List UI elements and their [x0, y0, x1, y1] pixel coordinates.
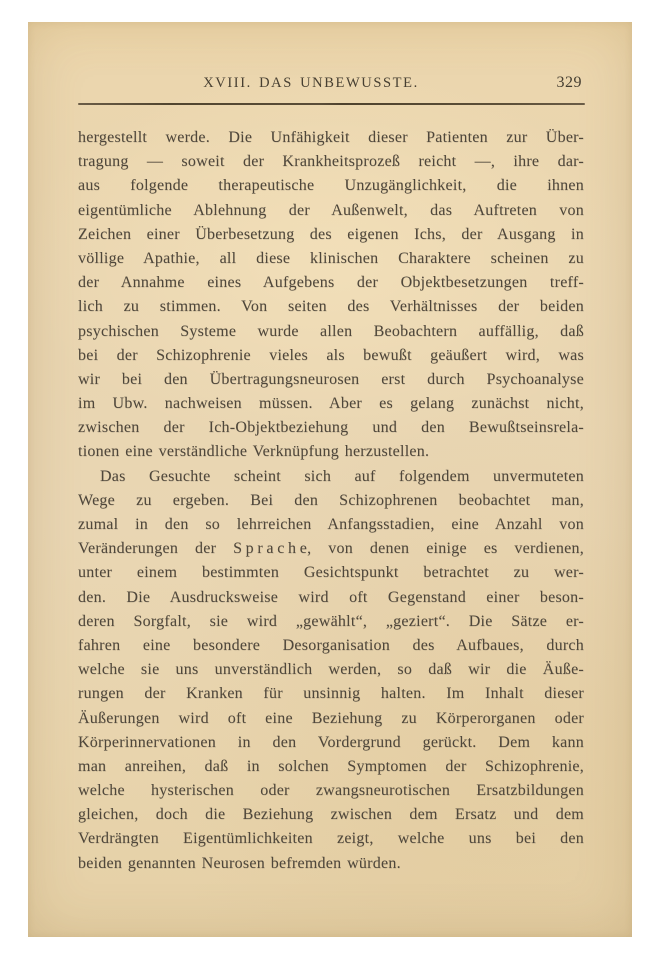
running-title: XVIII. DAS UNBEWUSSTE.: [203, 75, 419, 91]
page-header: [78, 75, 584, 97]
text-line: welche hysterischen oder zwangsneurotischen Ersatzbildungen: [78, 782, 584, 800]
text-line: Das Gesuchte scheint sich auf folgendem unvermuteten: [100, 467, 584, 485]
header-rule: [78, 103, 585, 105]
text-line: hergestellt werde. Die Unfähigkeit dieser Patienten zur Über-: [78, 129, 584, 146]
text-line: völlige Apathie, all diese klinischen Charaktere scheinen zu: [78, 249, 584, 267]
text-line: deren Sorgfalt, sie wird „gewählt“, „geziert“. Die Sätze er-: [78, 612, 584, 630]
text-line: den. Die Ausdrucksweise wird oft Gegenstand einer beson-: [78, 588, 584, 606]
text-line: der Annahme eines Aufgebens der Objektbesetzungen treff-: [78, 274, 584, 292]
text-line: wir bei den Übertragungsneurosen erst durch Psychoanalyse: [78, 370, 584, 388]
text-line: Veränderungen der S p r a c h e, von denen einige es verdienen,: [78, 540, 584, 558]
text-line: welche sie uns unverständlich werden, so daß wir die Äuße-: [78, 661, 584, 679]
text-line: beiden genannten Neurosen befremden würden.: [78, 854, 401, 872]
text-line: zwischen der Ich-Objektbeziehung und den Bewußtseinsrela-: [78, 419, 584, 437]
text-line: rungen der Kranken für unsinnig halten. Im Inhalt dieser: [78, 685, 584, 703]
text-line: im Ubw. nachweisen müssen. Aber es gelang zunächst nicht,: [78, 395, 584, 413]
text-line: Zeichen einer Überbesetzung des eigenen Ichs, der Ausgang in: [78, 225, 584, 243]
text-line: Wege zu ergeben. Bei den Schizophrenen beobachtet man,: [78, 491, 584, 509]
text-line: Äußerungen wird oft eine Beziehung zu Körperorganen oder: [78, 709, 584, 727]
text-line: psychischen Systeme wurde allen Beobachtern auffällig, daß: [78, 322, 584, 340]
text-line: aus folgende therapeutische Unzugänglichkeit, die ihnen: [78, 177, 584, 195]
text-line: zumal in den so lehrreichen Anfangsstadien, eine Anzahl von: [78, 516, 584, 533]
text-line: bei der Schizophrenie vieles als bewußt geäußert wird, was: [78, 346, 584, 364]
text-line: fahren eine besondere Desorganisation des Aufbaues, durch: [78, 636, 584, 654]
page-number: 329: [556, 74, 582, 91]
text-line: Verdrängten Eigentümlichkeiten zeigt, welche uns bei den: [78, 830, 584, 848]
text-line: tragung — soweit der Krankheitsprozeß reicht —, ihre dar-: [78, 153, 584, 171]
text-line: gleichen, doch die Beziehung zwischen dem Ersatz und dem: [78, 806, 584, 824]
text-line: man anreihen, daß in solchen Symptomen der Schizophrenie,: [78, 757, 584, 775]
text-line: eigentümliche Ablehnung der Außenwelt, das Auftreten von: [78, 201, 584, 219]
text-line: unter einem bestimmten Gesichtspunkt betrachtet zu wer-: [78, 564, 584, 582]
text-block: [78, 126, 584, 876]
text-line: Körperinnervationen in den Vordergrund gerückt. Dem kann: [78, 733, 584, 751]
book-page: [28, 22, 632, 937]
text-line: tionen eine verständliche Verknüpfung herzustellen.: [78, 443, 430, 461]
text-line: lich zu stimmen. Von seiten des Verhältnisses der beiden: [78, 298, 584, 316]
